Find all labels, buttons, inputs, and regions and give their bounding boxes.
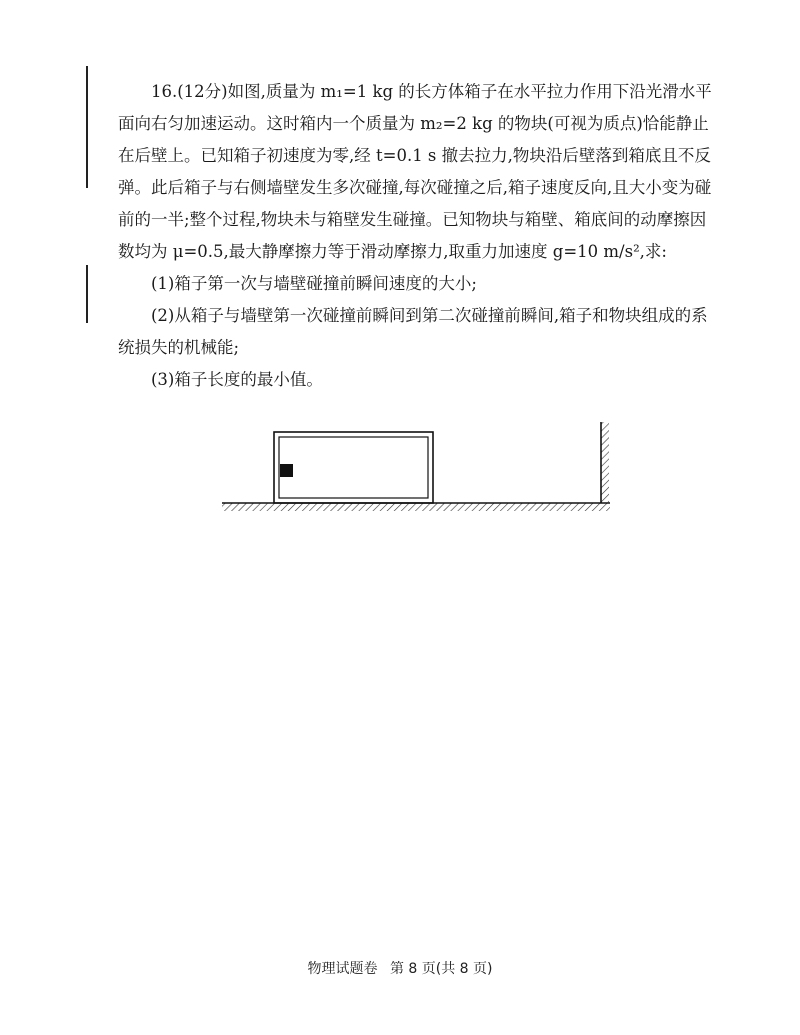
question-1: (1)箱子第一次与墙壁碰撞前瞬间速度的大小; bbox=[151, 274, 477, 293]
ground-hatching bbox=[222, 503, 610, 511]
box-outer bbox=[274, 432, 433, 503]
box-inner bbox=[279, 437, 428, 498]
problem-number: 16. bbox=[151, 82, 178, 101]
box-wall-diagram bbox=[218, 418, 618, 518]
binding-mark-top bbox=[86, 66, 88, 188]
question-2: (2)从箱子与墙壁第一次碰撞前瞬间到第二次碰撞前瞬间,箱子和物块组成的系统损失的机械能; bbox=[118, 306, 708, 357]
problem-intro: 如图,质量为 m₁=1 kg 的长方体箱子在水平拉力作用下沿光滑水平面向右匀加速运动。这时箱内一个质量为 m₂=2 kg 的物块(可视为质点)恰能静止在后壁上。已知箱子初速度为零,经 t=0.1 s 撤去拉力,物块沿后壁落到箱底且不反弹。此后箱子与右侧墙壁发生多次碰撞,每次碰撞之后,箱子速度反向,且大小变为碰前的一半;整个过程,物块未与箱壁发生碰撞。已知物块与箱壁、箱底间的动摩擦因数均为 μ=0.5,最大静摩擦力等于滑动摩擦力,取重力加速度 g=10 m/s²,求: bbox=[118, 82, 712, 261]
question-3: (3)箱子长度的最小值。 bbox=[151, 370, 323, 389]
problem-16 bbox=[118, 76, 718, 396]
problem-statement bbox=[118, 76, 718, 268]
block bbox=[280, 464, 293, 477]
footer-page: 第 8 页(共 8 页) bbox=[389, 961, 493, 977]
footer-subject: 物理试题卷 bbox=[307, 961, 378, 977]
page-footer bbox=[0, 958, 800, 978]
problem-points: (12分) bbox=[177, 82, 228, 101]
wall-hatching bbox=[601, 422, 609, 503]
binding-mark-bottom bbox=[86, 265, 88, 323]
